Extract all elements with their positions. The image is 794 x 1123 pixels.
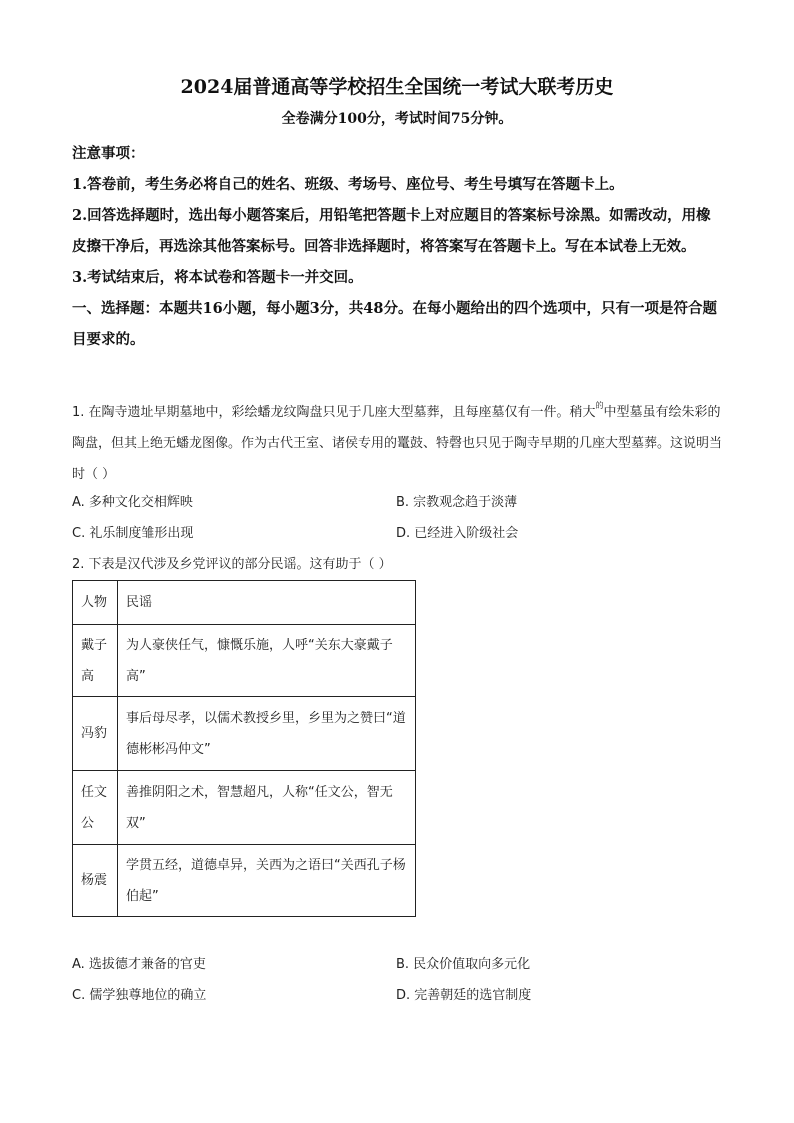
table-header-person: 人物 [73,581,118,625]
question-2-option-b[interactable]: B. 民众价值取向多元化 [396,957,531,972]
notes-section [72,138,722,355]
question-2 [72,549,722,580]
table-header-row [73,581,416,625]
question-1-option-a[interactable]: A. 多种文化交相辉映 [72,495,193,510]
question-1-option-b[interactable]: B. 宗教观念趋于淡薄 [396,495,518,510]
folk-song-table [72,580,416,917]
question-2-options [72,949,722,1011]
question-1-text-a: 1. 在陶寺遗址早期墓地中，彩绘蟠龙纹陶盘只见于几座大型墓葬，且每座墓仅有一件。稍大 [72,405,596,420]
question-1-stem [72,390,722,490]
table-cell-person: 杨震 [73,845,118,917]
table-cell-song: 事后母尽孝，以儒术教授乡里，乡里为之赞曰“道德彬彬冯仲文” [118,697,416,771]
question-1-option-c[interactable]: C. 礼乐制度雏形出现 [72,526,194,541]
section-heading: 一、选择题：本题共16小题，每小题3分，共48分。在每小题给出的四个选项中，只有一项是符合题目要求的。 [72,300,717,348]
table-cell-song: 学贯五经，道德卓异，关西为之语曰“关西孔子杨伯起” [118,845,416,917]
notes-item-2: 2.回答选择题时，选出每小题答案后，用铅笔把答题卡上对应题目的答案标号涂黑。如需改动，用橡皮擦干净后，再选涂其他答案标号。回答非选择题时，将答案写在答题卡上。写在本试卷上无效。 [72,207,711,255]
table-row [73,845,416,917]
table-row [73,771,416,845]
table-cell-person: 任文公 [73,771,118,845]
notes-heading: 注意事项： [72,145,145,162]
notes-item-3: 3.考试结束后，将本试卷和答题卡一并交回。 [72,269,363,286]
exam-subtitle: 全卷满分100分，考试时间75分钟。 [281,111,513,127]
question-1 [72,390,722,490]
question-1-text-b: 中型墓虽有绘朱彩的陶盘，但其上绝无蟠龙图像。作为古代王室、诸侯专用的鼍鼓、特磬也只见于陶寺早期的几座大型墓葬。这说明当时（ ） [72,405,723,482]
table-header-song: 民谣 [118,581,416,625]
table-cell-person: 戴子高 [73,625,118,697]
notes-item-1: 1.答卷前，考生务必将自己的姓名、班级、考场号、座位号、考生号填写在答题卡上。 [72,176,624,193]
table-cell-song: 善推阴阳之术，智慧超凡，人称“任文公，智无双” [118,771,416,845]
question-1-option-d[interactable]: D. 已经进入阶级社会 [396,526,519,541]
question-2-option-c[interactable]: C. 儒学独尊地位的确立 [72,988,207,1003]
question-2-option-a[interactable]: A. 选拔德才兼备的官吏 [72,957,206,972]
table-row [73,697,416,771]
question-1-sup: 的 [595,401,604,410]
question-2-stem: 2. 下表是汉代涉及乡党评议的部分民谣。这有助于（ ） [72,557,392,572]
question-1-options [72,487,722,549]
table-cell-person: 冯豹 [73,697,118,771]
exam-title: 2024届普通高等学校招生全国统一考试大联考历史 [180,76,614,98]
table-row [73,625,416,697]
table-cell-song: 为人豪侠任气，慷慨乐施，人呼“关东大豪戴子高” [118,625,416,697]
question-2-option-d[interactable]: D. 完善朝廷的选官制度 [396,988,532,1003]
